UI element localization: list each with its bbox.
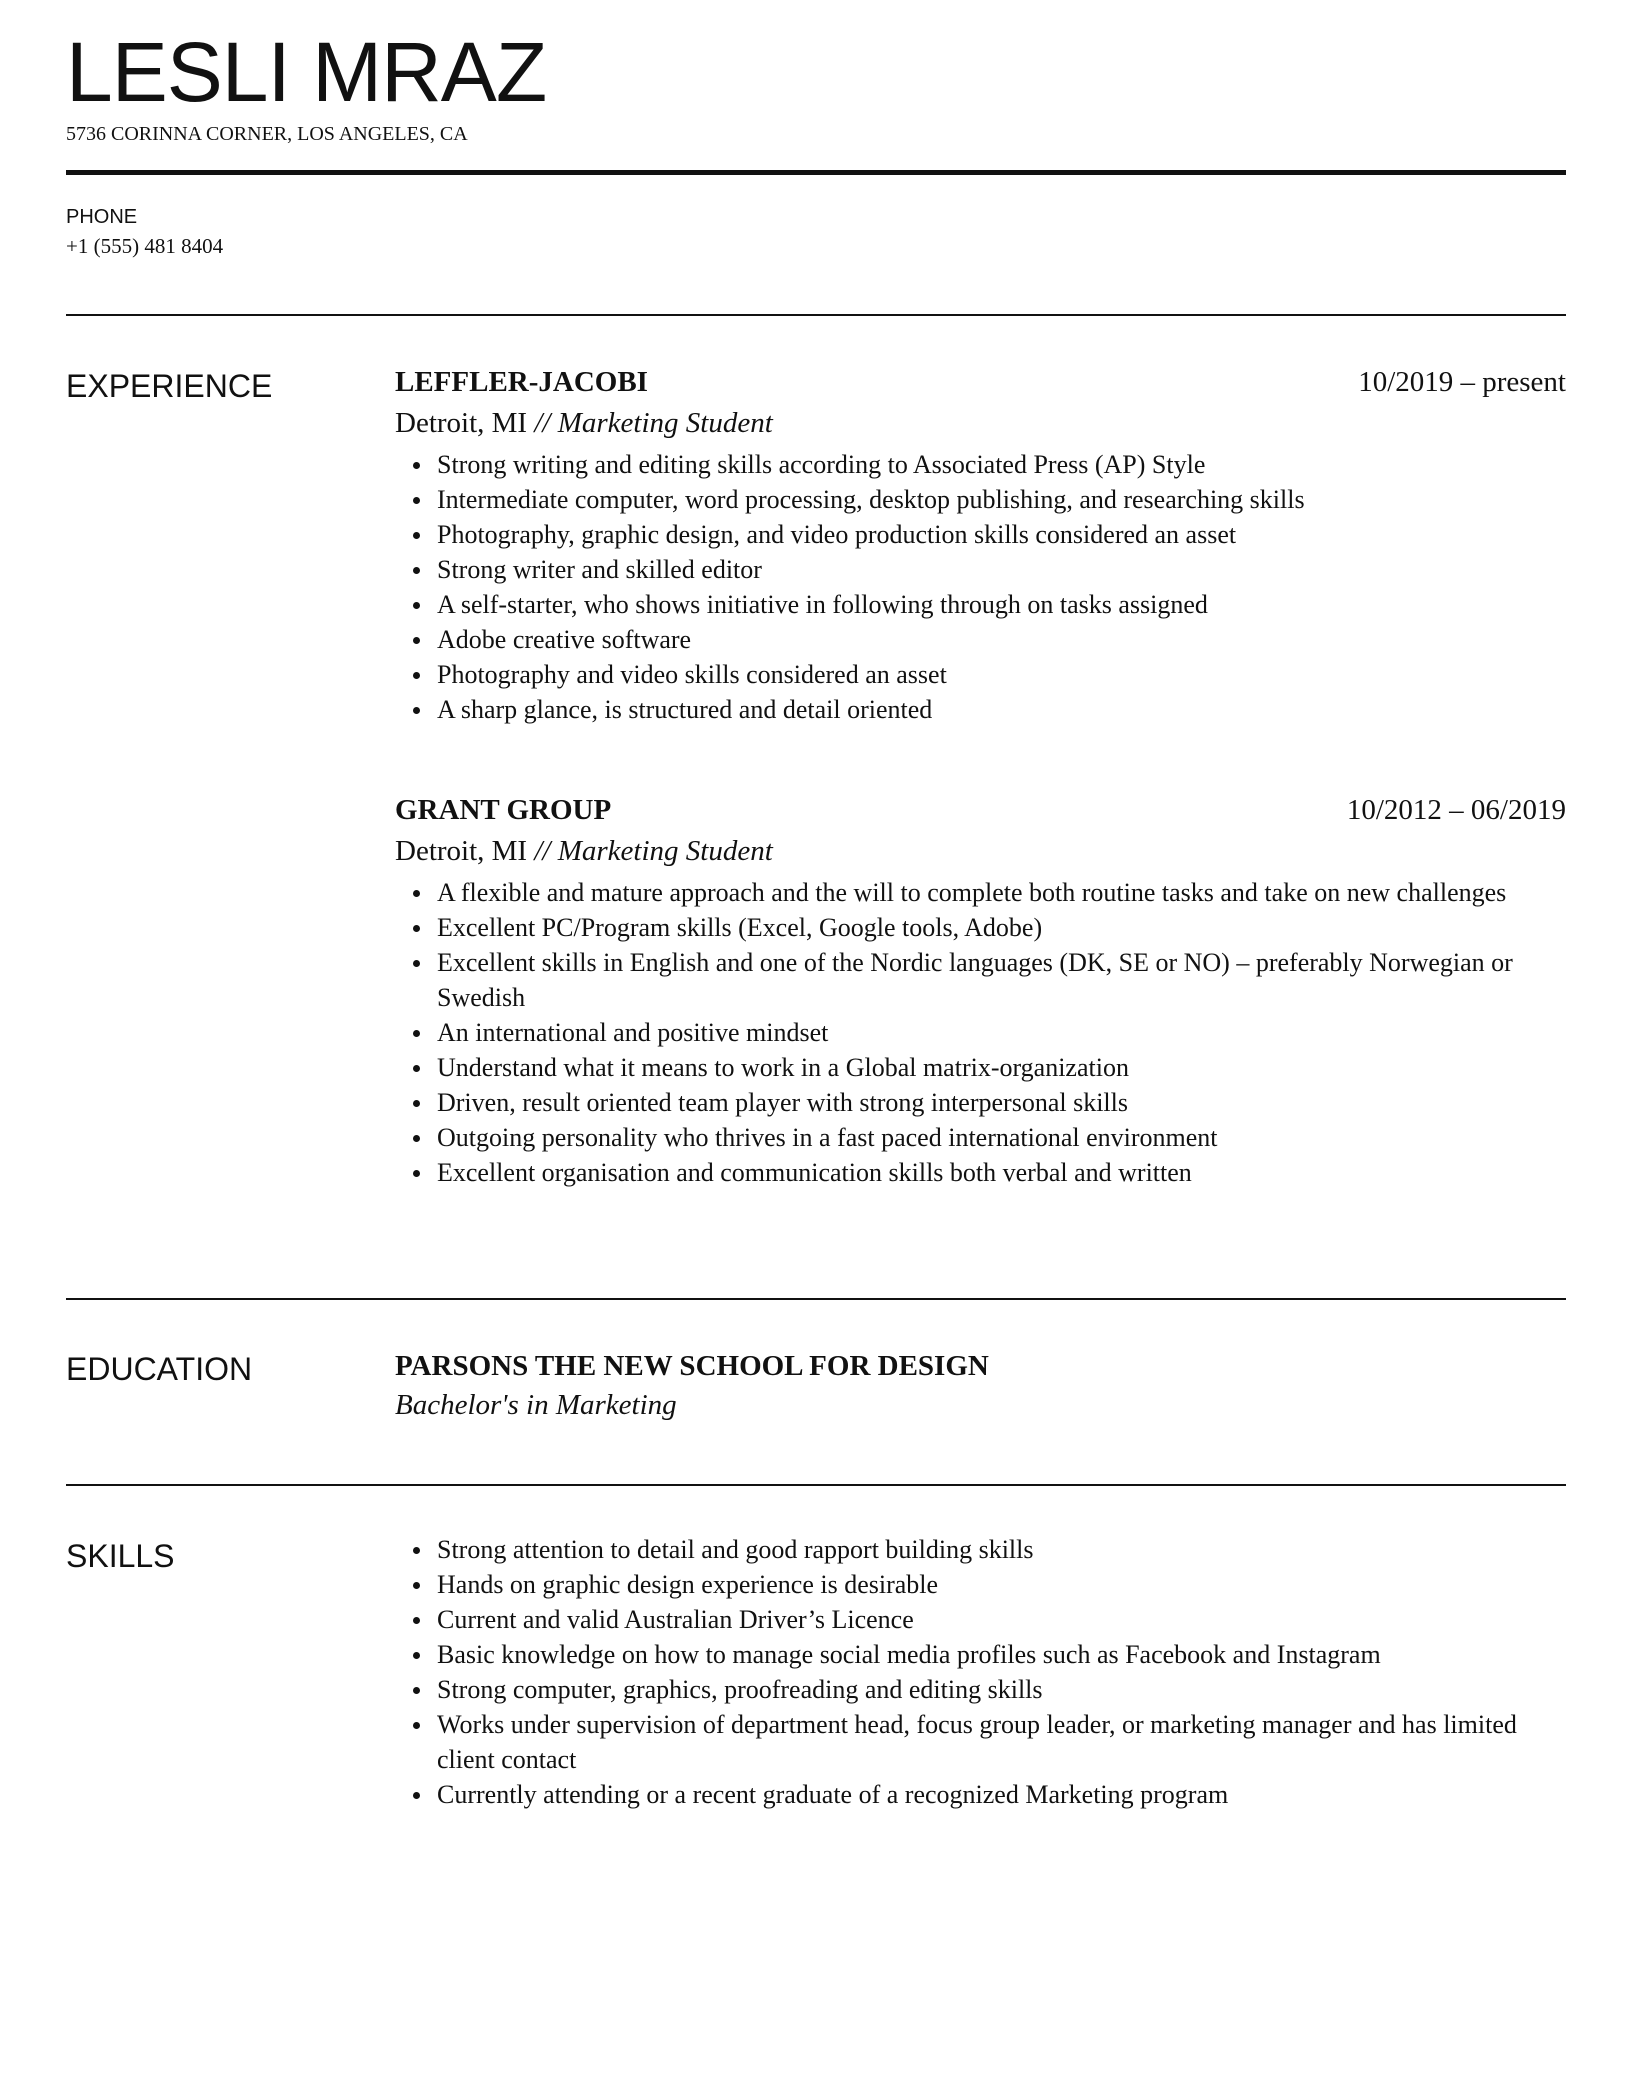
skills-content [395,1532,1566,1812]
job-bullets [395,447,1566,727]
bullet-item: A self-starter, who shows initiative in following through on tasks assigned [395,587,1566,622]
job-header [395,791,1566,829]
skills-title: SKILLS [66,1538,175,1574]
header-divider [66,170,1566,175]
bullet-item: Intermediate computer, word processing, desktop publishing, and researching skills [395,482,1566,517]
address: 5736 CORINNA CORNER, LOS ANGELES, CA [66,123,468,145]
school-name: PARSONS THE NEW SCHOOL FOR DESIGN [395,1350,989,1382]
bullet-item: Excellent PC/Program skills (Excel, Google tools, Adobe) [395,910,1566,945]
education-title: EDUCATION [66,1351,253,1387]
bullet-item: Outgoing personality who thrives in a fast paced international environment [395,1120,1566,1155]
company-name: GRANT GROUP [395,794,612,826]
job-role: Marketing Student [557,407,773,439]
job-location-role [395,831,1566,871]
job-entry [395,791,1566,1190]
phone-number: +1 (555) 481 8404 [66,234,224,258]
bullet-item: An international and positive mindset [395,1015,1566,1050]
section-divider [66,314,1566,316]
degree: Bachelor's in Marketing [395,1389,677,1421]
job-header [395,363,1566,401]
bullet-item: Understand what it means to work in a Global matrix-organization [395,1050,1566,1085]
job-role: Marketing Student [557,835,773,867]
bullet-item: Excellent organisation and communication skills both verbal and written [395,1155,1566,1190]
role-separator: // [534,835,551,867]
job-dates: 10/2012 – 06/2019 [1346,794,1566,826]
bullet-item: Photography, graphic design, and video production skills considered an asset [395,517,1566,552]
job-dates: 10/2019 – present [1358,366,1566,398]
company-name: LEFFLER-JACOBI [395,366,648,398]
skill-item: Strong computer, graphics, proofreading and editing skills [395,1672,1566,1707]
skill-item: Current and valid Australian Driver’s Licence [395,1602,1566,1637]
skill-item: Strong attention to detail and good rapport building skills [395,1532,1566,1567]
job-entry [395,363,1566,727]
candidate-name: LESLI MRAZ [66,25,547,119]
skill-item: Currently attending or a recent graduate of a recognized Marketing program [395,1777,1566,1812]
skills-list [395,1532,1566,1812]
role-separator: // [534,407,551,439]
experience-title: EXPERIENCE [66,368,273,404]
skill-item: Hands on graphic design experience is desirable [395,1567,1566,1602]
bullet-item: Excellent skills in English and one of the Nordic languages (DK, SE or NO) – preferably Norwegian or Swedish [395,945,1566,1015]
section-divider [66,1298,1566,1300]
skill-item: Works under supervision of department head, focus group leader, or marketing manager and has limited client contact [395,1707,1566,1777]
job-bullets [395,875,1566,1190]
bullet-item: A sharp glance, is structured and detail oriented [395,692,1566,727]
job-location: Detroit, MI [395,835,528,867]
job-location-role [395,403,1566,443]
section-divider [66,1484,1566,1486]
bullet-item: Driven, result oriented team player with strong interpersonal skills [395,1085,1566,1120]
skill-item: Basic knowledge on how to manage social media profiles such as Facebook and Instagram [395,1637,1566,1672]
bullet-item: Adobe creative software [395,622,1566,657]
bullet-item: A flexible and mature approach and the will to complete both routine tasks and take on new challenges [395,875,1566,910]
phone-label: PHONE [66,206,138,228]
education-entry [395,1347,1566,1425]
bullet-item: Photography and video skills considered an asset [395,657,1566,692]
bullet-item: Strong writing and editing skills according to Associated Press (AP) Style [395,447,1566,482]
bullet-item: Strong writer and skilled editor [395,552,1566,587]
job-location: Detroit, MI [395,407,528,439]
